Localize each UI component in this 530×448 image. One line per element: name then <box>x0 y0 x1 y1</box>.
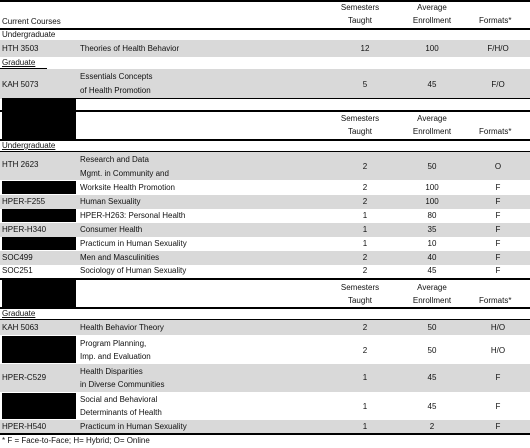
footer-divider <box>0 433 530 435</box>
enrollment-value: 100 <box>425 183 439 192</box>
formats-header-3: Formats* <box>479 296 512 305</box>
course-title: Program Planning, <box>80 339 147 348</box>
course-code: HTH 3503 <box>2 44 39 53</box>
section1-label: Current Courses <box>2 17 61 26</box>
enrollment-value: 2 <box>429 422 435 431</box>
header-divider-1 <box>0 28 530 30</box>
enrollment-value: 100 <box>425 44 439 53</box>
course-code: HPER-H540 <box>2 422 47 431</box>
format-value: H/O <box>490 346 506 355</box>
formats-header-2: Formats* <box>479 127 512 136</box>
semesters-value: 2 <box>362 323 368 332</box>
grad-label-3: Graduate <box>2 309 36 318</box>
footnote: * F = Face-to-Face; H= Hybrid; O= Online <box>2 436 150 445</box>
format-value: F <box>495 197 501 206</box>
course-title-2: Determinants of Health <box>80 408 162 417</box>
undergrad-label-2: Undergraduate <box>2 141 56 150</box>
top-border <box>0 0 530 2</box>
course-title-2: Imp. and Evaluation <box>80 352 151 361</box>
redacted-block <box>2 393 76 419</box>
redacted-block <box>2 237 76 250</box>
course-title-2: in Diverse Communities <box>80 380 165 389</box>
semesters-header-3: Semesters <box>340 283 380 292</box>
course-title: Essentials Concepts <box>80 72 153 81</box>
section-divider-3 <box>0 278 530 280</box>
format-value: F <box>495 422 501 431</box>
course-code: HPER-F255 <box>2 197 46 206</box>
course-title-2: of Health Promotion <box>80 86 151 95</box>
course-title: Practicum in Human Sexuality <box>80 239 187 248</box>
course-title: Sociology of Human Sexuality <box>80 266 187 275</box>
semesters-value: 12 <box>360 44 370 53</box>
format-value: F <box>495 266 501 275</box>
format-value: F/H/O <box>487 44 509 53</box>
semesters-header-1b: Taught <box>347 16 373 25</box>
course-title: Worksite Health Promotion <box>80 183 175 192</box>
enrollment-value: 45 <box>427 373 437 382</box>
redacted-block <box>2 181 76 194</box>
course-code: HPER-C529 <box>2 373 47 382</box>
semesters-value: 2 <box>362 197 368 206</box>
semesters-value: 1 <box>362 373 368 382</box>
semesters-header-1: Semesters <box>340 3 380 12</box>
enrollment-value: 45 <box>427 402 437 411</box>
enrollment-value: 45 <box>427 80 437 89</box>
semesters-value: 1 <box>362 225 368 234</box>
format-value: H/O <box>490 323 506 332</box>
semesters-value: 1 <box>362 402 368 411</box>
enrollment-value: 40 <box>427 253 437 262</box>
course-code: HPER-H340 <box>2 225 47 234</box>
course-title: Social and Behavioral <box>80 395 158 404</box>
section-rule <box>76 98 530 99</box>
semesters-value: 1 <box>362 211 368 220</box>
format-value: F <box>495 183 501 192</box>
format-value: F <box>495 253 501 262</box>
course-title: Human Sexuality <box>80 197 141 206</box>
format-value: F <box>495 211 501 220</box>
format-value: F/O <box>491 80 505 89</box>
format-value: F <box>495 239 501 248</box>
undergrad-label-1: Undergraduate <box>2 30 56 39</box>
format-value: F <box>495 402 501 411</box>
format-value: O <box>494 162 502 171</box>
enrollment-value: 50 <box>427 323 437 332</box>
course-code: KAH 5073 <box>2 80 39 89</box>
enrollment-value: 50 <box>427 162 437 171</box>
course-title: Consumer Health <box>80 225 143 234</box>
enrollment-header-1: Average <box>417 3 447 12</box>
semesters-value: 5 <box>362 80 368 89</box>
semesters-header-3b: Taught <box>347 296 373 305</box>
grad-label-1: Graduate <box>2 58 36 67</box>
redacted-block <box>2 209 76 222</box>
semesters-value: 2 <box>362 346 368 355</box>
semesters-value: 2 <box>362 253 368 262</box>
semesters-value: 1 <box>362 239 368 248</box>
course-code: SOC499 <box>2 253 33 262</box>
course-title: Theories of Health Behavior <box>80 44 180 53</box>
format-value: F <box>495 225 501 234</box>
semesters-header-2b: Taught <box>347 127 373 136</box>
enrollment-value: 45 <box>427 266 437 275</box>
semesters-value: 2 <box>362 266 368 275</box>
redacted-block <box>2 280 76 307</box>
semesters-value: 1 <box>362 422 368 431</box>
course-code: KAH 5063 <box>2 323 39 332</box>
course-title: Health Behavior Theory <box>80 323 164 332</box>
enrollment-header-3: Average <box>417 283 447 292</box>
enrollment-value: 35 <box>427 225 437 234</box>
enrollment-header-2b: Enrollment <box>412 127 452 136</box>
section-divider-2 <box>0 110 530 112</box>
enrollment-header-1b: Enrollment <box>412 16 452 25</box>
course-title: Health Disparities <box>80 367 143 376</box>
course-code: SOC251 <box>2 266 33 275</box>
header-divider-3 <box>0 307 530 309</box>
course-title-2: Mgmt. in Community and <box>80 169 169 178</box>
redacted-block <box>2 98 76 140</box>
enrollment-value: 10 <box>427 239 437 248</box>
enrollment-header-3b: Enrollment <box>412 296 452 305</box>
course-title: Men and Masculinities <box>80 253 160 262</box>
enrollment-header-2: Average <box>417 114 447 123</box>
course-code: HTH 2623 <box>2 160 39 169</box>
enrollment-value: 50 <box>427 346 437 355</box>
course-title: Practicum in Human Sexuality <box>80 422 187 431</box>
redacted-block <box>2 336 76 363</box>
course-title: Research and Data <box>80 155 149 164</box>
enrollment-value: 80 <box>427 211 437 220</box>
formats-header-1: Formats* <box>479 16 512 25</box>
header-divider-2 <box>0 139 530 141</box>
semesters-value: 2 <box>362 183 368 192</box>
enrollment-value: 100 <box>425 197 439 206</box>
format-value: F <box>495 373 501 382</box>
semesters-header-2: Semesters <box>340 114 380 123</box>
semesters-value: 2 <box>362 162 368 171</box>
course-title: HPER-H263: Personal Health <box>80 211 186 220</box>
